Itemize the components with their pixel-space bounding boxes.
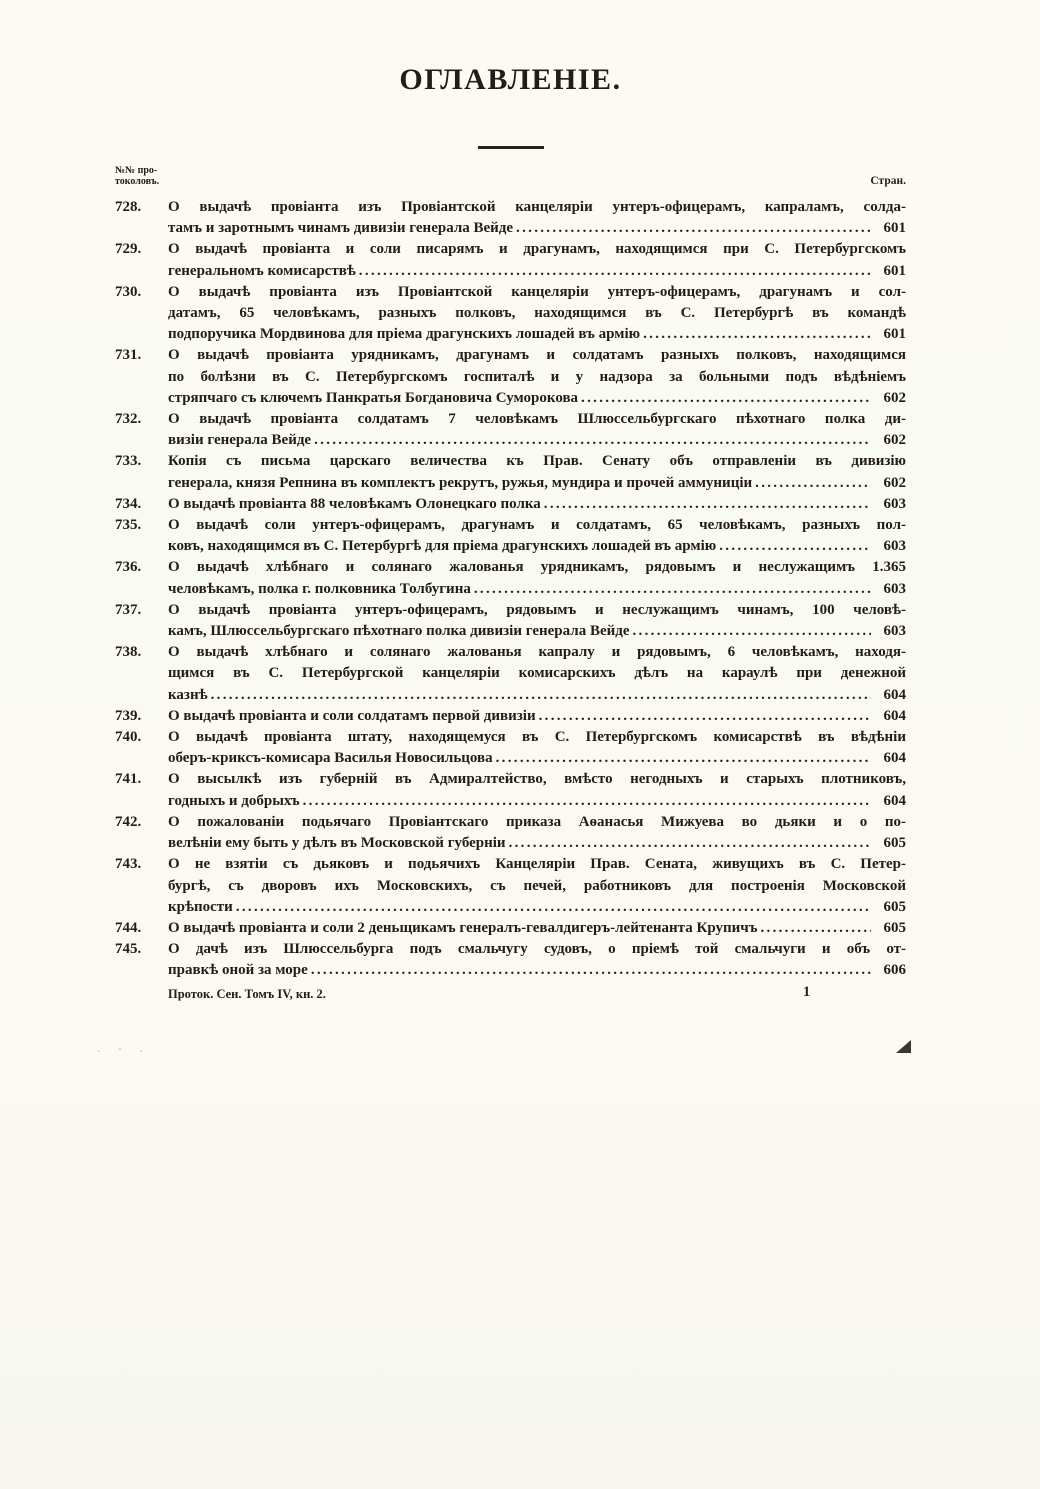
entry-number: 737.: [115, 601, 142, 618]
entry-text-line: О выдачѣ хлѣбнаго и солянаго жалованья капралу и рядовымъ, 6 человѣкамъ, находя-: [168, 644, 906, 661]
entry-number: 730.: [115, 283, 142, 300]
entry-page-number: 605: [883, 835, 906, 852]
entry-last-line: [168, 473, 906, 494]
dot-leader: [719, 536, 871, 557]
entry-text-line: О выдачѣ провіанта унтеръ-офицерамъ, рядовымъ и неслужащимъ чинамъ, 100 человѣ-: [168, 601, 906, 618]
entry-page-number: 601: [883, 220, 906, 237]
entry-page-number: 604: [883, 707, 906, 724]
dot-leader: [633, 621, 872, 642]
entry-text-line: правкѣ оной за море: [168, 962, 308, 979]
toc-entry: [115, 345, 906, 409]
text-block: [115, 0, 906, 1008]
entry-page-number: 603: [883, 623, 906, 640]
entry-number: 744.: [115, 919, 142, 936]
entry-page-number: 603: [883, 495, 906, 512]
entry-text-line: генерала, князя Репнина въ комплектъ рекрутъ, ружья, мундира и прочей аммуниціи: [168, 474, 753, 491]
entry-number: 736.: [115, 559, 142, 576]
entry-text-line: человѣкамъ, полка г. полковника Толбугина: [168, 580, 471, 597]
entry-page-number: 601: [883, 262, 906, 279]
entry-number: 741.: [115, 771, 142, 788]
entry-page-number: 601: [883, 326, 906, 343]
column-headers: [115, 165, 906, 187]
entry-last-line: [168, 897, 906, 918]
entry-last-line: [168, 918, 906, 939]
toc-entry: [115, 451, 906, 493]
entry-text-line: О выдачѣ хлѣбнаго и солянаго жалованья урядникамъ, рядовымъ и неслужащимъ 1.365: [168, 559, 906, 576]
page-footer: [115, 984, 906, 1008]
entry-text-line: Копія съ письма царскаго величества къ Прав. Сенату объ отправленіи въ дивизію: [168, 453, 906, 470]
dot-leader: [236, 897, 871, 918]
entry-text-line: О пожалованіи подьячаго Провіантскаго приказа Аѳанасья Мижуева во дьяки и о по-: [168, 813, 906, 830]
dot-leader: [760, 918, 871, 939]
dot-leader: [211, 685, 871, 706]
scan-artifact-specks: [97, 1042, 150, 1055]
entry-last-line: [168, 791, 906, 812]
entry-number: 742.: [115, 813, 142, 830]
entry-page-number: 605: [883, 919, 906, 936]
entry-text-line: оберъ-криксъ-комисара Василья Новосильцова: [168, 750, 493, 767]
entry-text-line: по болѣзни въ С. Петербургскомъ госпиталѣ и у надзора за больными подъ вѣдѣніемъ: [168, 368, 906, 385]
entry-last-line: [168, 579, 906, 600]
footer-volume-signature: Проток. Сен. Томъ IV, кн. 2.: [168, 986, 326, 1001]
entry-text-line: О выдачѣ провіанта и соли писарямъ и драгунамъ, находящимся при С. Петербургскомъ: [168, 241, 906, 258]
entry-text-line: камъ, Шлюссельбургскаго пѣхотнаго полка дивизіи генерала Вейде: [168, 623, 630, 640]
toc-entry: [115, 727, 906, 769]
entry-text-line: бургѣ, съ дворовъ ихъ Московскихъ, съ печей, работниковъ для построенія Московской: [168, 877, 906, 894]
dot-leader: [311, 960, 871, 981]
toc-entries: [115, 197, 906, 982]
entry-number: 743.: [115, 856, 142, 873]
entry-text-line: О дачѣ изъ Шлюссельбурга подъ смальчугу судовъ, о пріемѣ той смальчуги и объ от-: [168, 941, 906, 958]
entry-text-line: О не взятіи съ дьяковъ и подьячихъ Канцеляріи Прав. Сената, живущихъ въ С. Петер-: [168, 856, 906, 873]
entry-page-number: 604: [883, 686, 906, 703]
entry-last-line: [168, 218, 906, 239]
entry-number: 732.: [115, 411, 142, 428]
entry-text-line: визіи генерала Вейде: [168, 432, 312, 449]
toc-entry: [115, 854, 906, 918]
entry-text-line: О выдачѣ провіанта и соли 2 деньщикамъ генералъ-гевалдигеръ-лейтенанта Крупичъ: [168, 919, 758, 936]
column-header-protocol-line1: №№ про-: [115, 165, 158, 176]
toc-entry: [115, 239, 906, 281]
toc-entry: [115, 557, 906, 599]
toc-entry: [115, 769, 906, 811]
dot-leader: [359, 261, 871, 282]
entry-number: 739.: [115, 707, 142, 724]
entry-last-line: [168, 494, 906, 515]
page-number: 1: [803, 983, 811, 1000]
entry-number: 734.: [115, 495, 142, 512]
entry-text-line: О выдачѣ соли унтеръ-офицерамъ, драгунамъ и солдатамъ, 65 человѣкамъ, разныхъ пол-: [168, 517, 906, 534]
entry-number: 738.: [115, 644, 142, 661]
entry-page-number: 602: [883, 474, 906, 491]
page-title: ОГЛАВЛЕНІЕ.: [399, 63, 622, 96]
entry-number: 729.: [115, 241, 142, 258]
entry-last-line: [168, 833, 906, 854]
dot-leader: [516, 218, 871, 239]
dot-leader: [496, 748, 871, 769]
dot-leader: [539, 706, 871, 727]
entry-text-line: подпоручика Мордвинова для пріема драгунскихъ лошадей въ армію: [168, 326, 641, 343]
entry-page-number: 606: [883, 962, 906, 979]
entry-text-line: О выдачѣ провіанта изъ Провіантской канцеляріи унтеръ-офицерамъ, капраламъ, солда-: [168, 199, 906, 215]
toc-entry: [115, 197, 906, 239]
toc-entry: [115, 939, 906, 981]
entry-last-line: [168, 388, 906, 409]
entry-page-number: 603: [883, 580, 906, 597]
title-divider: [478, 146, 544, 149]
entry-text-line: щимся въ С. Петербургской канцеляріи комисарскихъ дѣлъ на караулѣ при денежной: [168, 665, 906, 682]
toc-entry: [115, 600, 906, 642]
entry-number: 735.: [115, 517, 142, 534]
dot-leader: [581, 388, 871, 409]
toc-entry: [115, 409, 906, 451]
entry-text-line: крѣпости: [168, 898, 233, 915]
toc-entry: [115, 494, 906, 515]
scan-artifact-corner-mark: [896, 1040, 911, 1053]
entry-text-line: ковъ, находящимся въ С. Петербургѣ для пріема драгунскихъ лошадей въ армію: [168, 538, 717, 555]
column-header-protocol-numbers: [115, 165, 159, 187]
entry-page-number: 605: [883, 898, 906, 915]
entry-last-line: [168, 536, 906, 557]
entry-last-line: [168, 430, 906, 451]
dot-leader: [755, 473, 871, 494]
toc-entry: [115, 515, 906, 557]
entry-text-line: генеральномъ комисарствѣ: [168, 262, 356, 279]
entry-last-line: [168, 960, 906, 981]
entry-text-line: О выдачѣ провіанта урядникамъ, драгунамъ и солдатамъ разныхъ полковъ, находящимся: [168, 347, 906, 364]
entry-last-line: [168, 706, 906, 727]
entry-last-line: [168, 748, 906, 769]
dot-leader: [544, 494, 871, 515]
entry-text-line: тамъ и заротнымъ чинамъ дивизіи генерала Вейде: [168, 220, 514, 237]
entry-last-line: [168, 324, 906, 345]
toc-entry: [115, 918, 906, 939]
entry-page-number: 603: [883, 538, 906, 555]
entry-text-line: О выдачѣ провіанта штату, находящемуся въ С. Петербургскомъ комисарствѣ въ вѣдѣніи: [168, 729, 906, 746]
entry-page-number: 604: [883, 750, 906, 767]
entry-number: 740.: [115, 729, 142, 746]
entry-text-line: стряпчаго съ ключемъ Панкратья Богдановича Суморокова: [168, 389, 579, 406]
entry-last-line: [168, 685, 906, 706]
entry-text-line: годныхъ и добрыхъ: [168, 792, 300, 809]
dot-leader: [643, 324, 871, 345]
dot-leader: [509, 833, 871, 854]
entry-number: 731.: [115, 347, 142, 364]
column-header-pages: Стран.: [870, 175, 906, 187]
toc-entry: [115, 642, 906, 706]
entry-text-line: О высылкѣ изъ губерній въ Адмиралтейство, вмѣсто негодныхъ и старыхъ плотниковъ,: [168, 771, 906, 788]
entry-text-line: датамъ, 65 человѣкамъ, разныхъ полковъ, находящимся въ С. Петербургѣ въ командѣ: [168, 305, 906, 322]
entry-page-number: 604: [883, 792, 906, 809]
entry-last-line: [168, 621, 906, 642]
entry-number: 745.: [115, 941, 142, 958]
entry-number: 728.: [115, 199, 142, 215]
dot-leader: [474, 579, 871, 600]
dot-leader: [303, 791, 871, 812]
entry-text-line: велѣніи ему быть у дѣлъ въ Московской губерніи: [168, 835, 506, 852]
dot-leader: [314, 430, 871, 451]
entry-text-line: О выдачѣ провіанта 88 человѣкамъ Олонецкаго полка: [168, 495, 541, 512]
toc-entry: [115, 706, 906, 727]
entry-page-number: 602: [883, 389, 906, 406]
entry-last-line: [168, 261, 906, 282]
toc-entry: [115, 282, 906, 346]
entry-text-line: О выдачѣ провіанта изъ Провіантской канцеляріи унтеръ-офицерамъ, драгунамъ и сол-: [168, 283, 906, 300]
column-header-protocol-line2: токоловъ.: [115, 176, 160, 187]
entry-text-line: казнѣ: [168, 686, 208, 703]
entry-text-line: О выдачѣ провіанта и соли солдатамъ первой дивизіи: [168, 707, 536, 724]
entry-page-number: 602: [883, 432, 906, 449]
entry-text-line: О выдачѣ провіанта солдатамъ 7 человѣкамъ Шлюссельбургскаго пѣхотнаго полка ди-: [168, 411, 906, 428]
entry-number: 733.: [115, 453, 142, 470]
toc-entry: [115, 812, 906, 854]
